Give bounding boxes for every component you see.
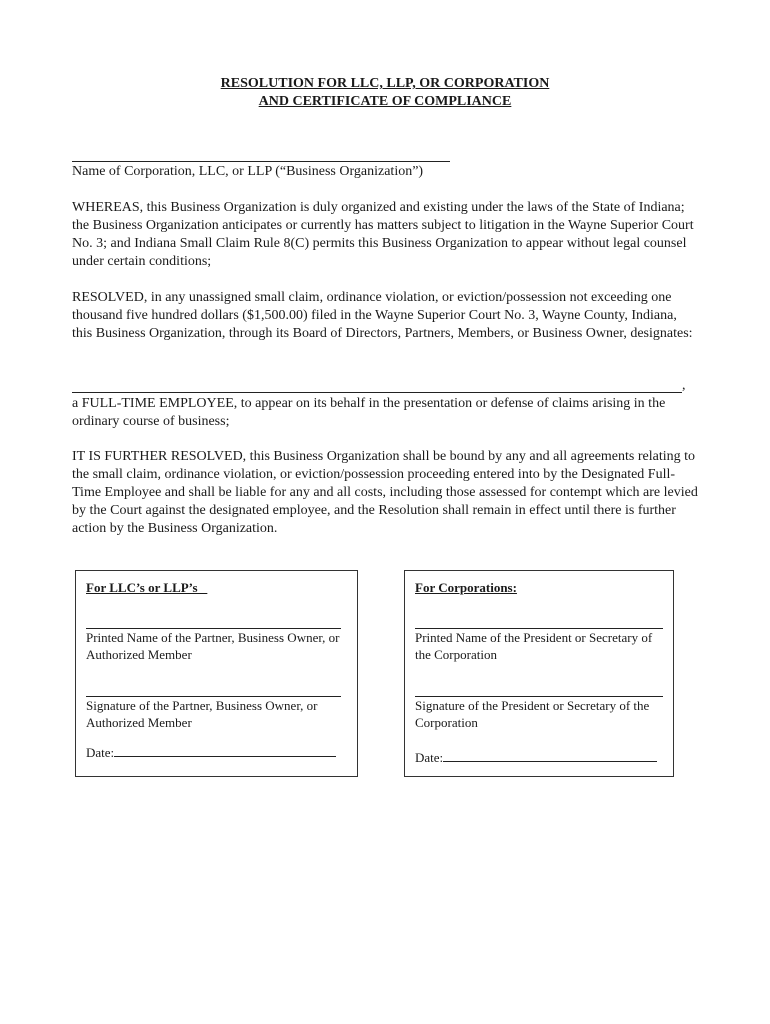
corporation-box-heading: For Corporations: <box>415 580 517 595</box>
llc-signature-caption: Signature of the Partner, Business Owner, or Authorized Member <box>86 698 318 730</box>
document-title <box>0 75 770 111</box>
corporation-printed-name-caption: Printed Name of the President or Secretary of the Corporation <box>415 630 653 662</box>
llc-box-heading: For LLC’s or LLP’s <box>86 580 208 595</box>
llc-date-line[interactable] <box>114 743 336 757</box>
llc-date-label: Date: <box>86 745 115 760</box>
organization-name-caption: Name of Corporation, LLC, or LLP (“Business Organization”) <box>72 164 424 179</box>
employee-line-comma: , <box>682 378 686 393</box>
employee-name-line[interactable] <box>72 392 682 393</box>
llc-date-field <box>86 743 336 761</box>
further-resolved-paragraph: IT IS FURTHER RESOLVED, this Business Organization shall be bound by any and all agreements relating to the small claim, ordinance violation, or eviction/possession proceeding entered into by the Designated Full-Time Employee and shall be liable for any and all costs, including those assessed for contempt which are levied by the Court against the designated employee, and the Resolution shall remain in effect until there is further action by the Business Organization. <box>72 449 698 536</box>
resolved-paragraph: RESOLVED, in any unassigned small claim, ordinance violation, or eviction/possession not exceeding one thousand five hundred dollars ($1,500.00) filed in the Wayne Superior Court No. 3, Wayne County, Indiana, this Business Organization, through its Board of Directors, Partners, Members, or Business Owner, designates: <box>72 290 693 341</box>
title-line-1: RESOLUTION FOR LLC, LLP, OR CORPORATION <box>220 76 550 91</box>
llc-printed-name-caption: Printed Name of the Partner, Business Owner, or Authorized Member <box>86 630 340 662</box>
organization-name-line[interactable] <box>72 161 450 162</box>
corporation-date-label: Date: <box>415 750 444 765</box>
corporation-signature-box <box>404 570 674 777</box>
employee-caption: a FULL-TIME EMPLOYEE, to appear on its behalf in the presentation or defense of claims arising in the ordinary course of business; <box>72 396 666 429</box>
title-line-2: AND CERTIFICATE OF COMPLIANCE <box>258 94 512 109</box>
corporation-signature-caption: Signature of the President or Secretary of the Corporation <box>415 698 650 730</box>
whereas-paragraph: WHEREAS, this Business Organization is duly organized and existing under the laws of the State of Indiana; the Business Organization anticipates or currently has matters subject to litigation in the Wayne Superior Court No. 3; and Indiana Small Claim Rule 8(C) permits this Business Organization to appear without legal counsel under certain conditions; <box>72 200 694 269</box>
corporation-date-line[interactable] <box>443 748 657 762</box>
llc-signature-box <box>75 570 358 777</box>
corporation-date-field <box>415 748 657 766</box>
